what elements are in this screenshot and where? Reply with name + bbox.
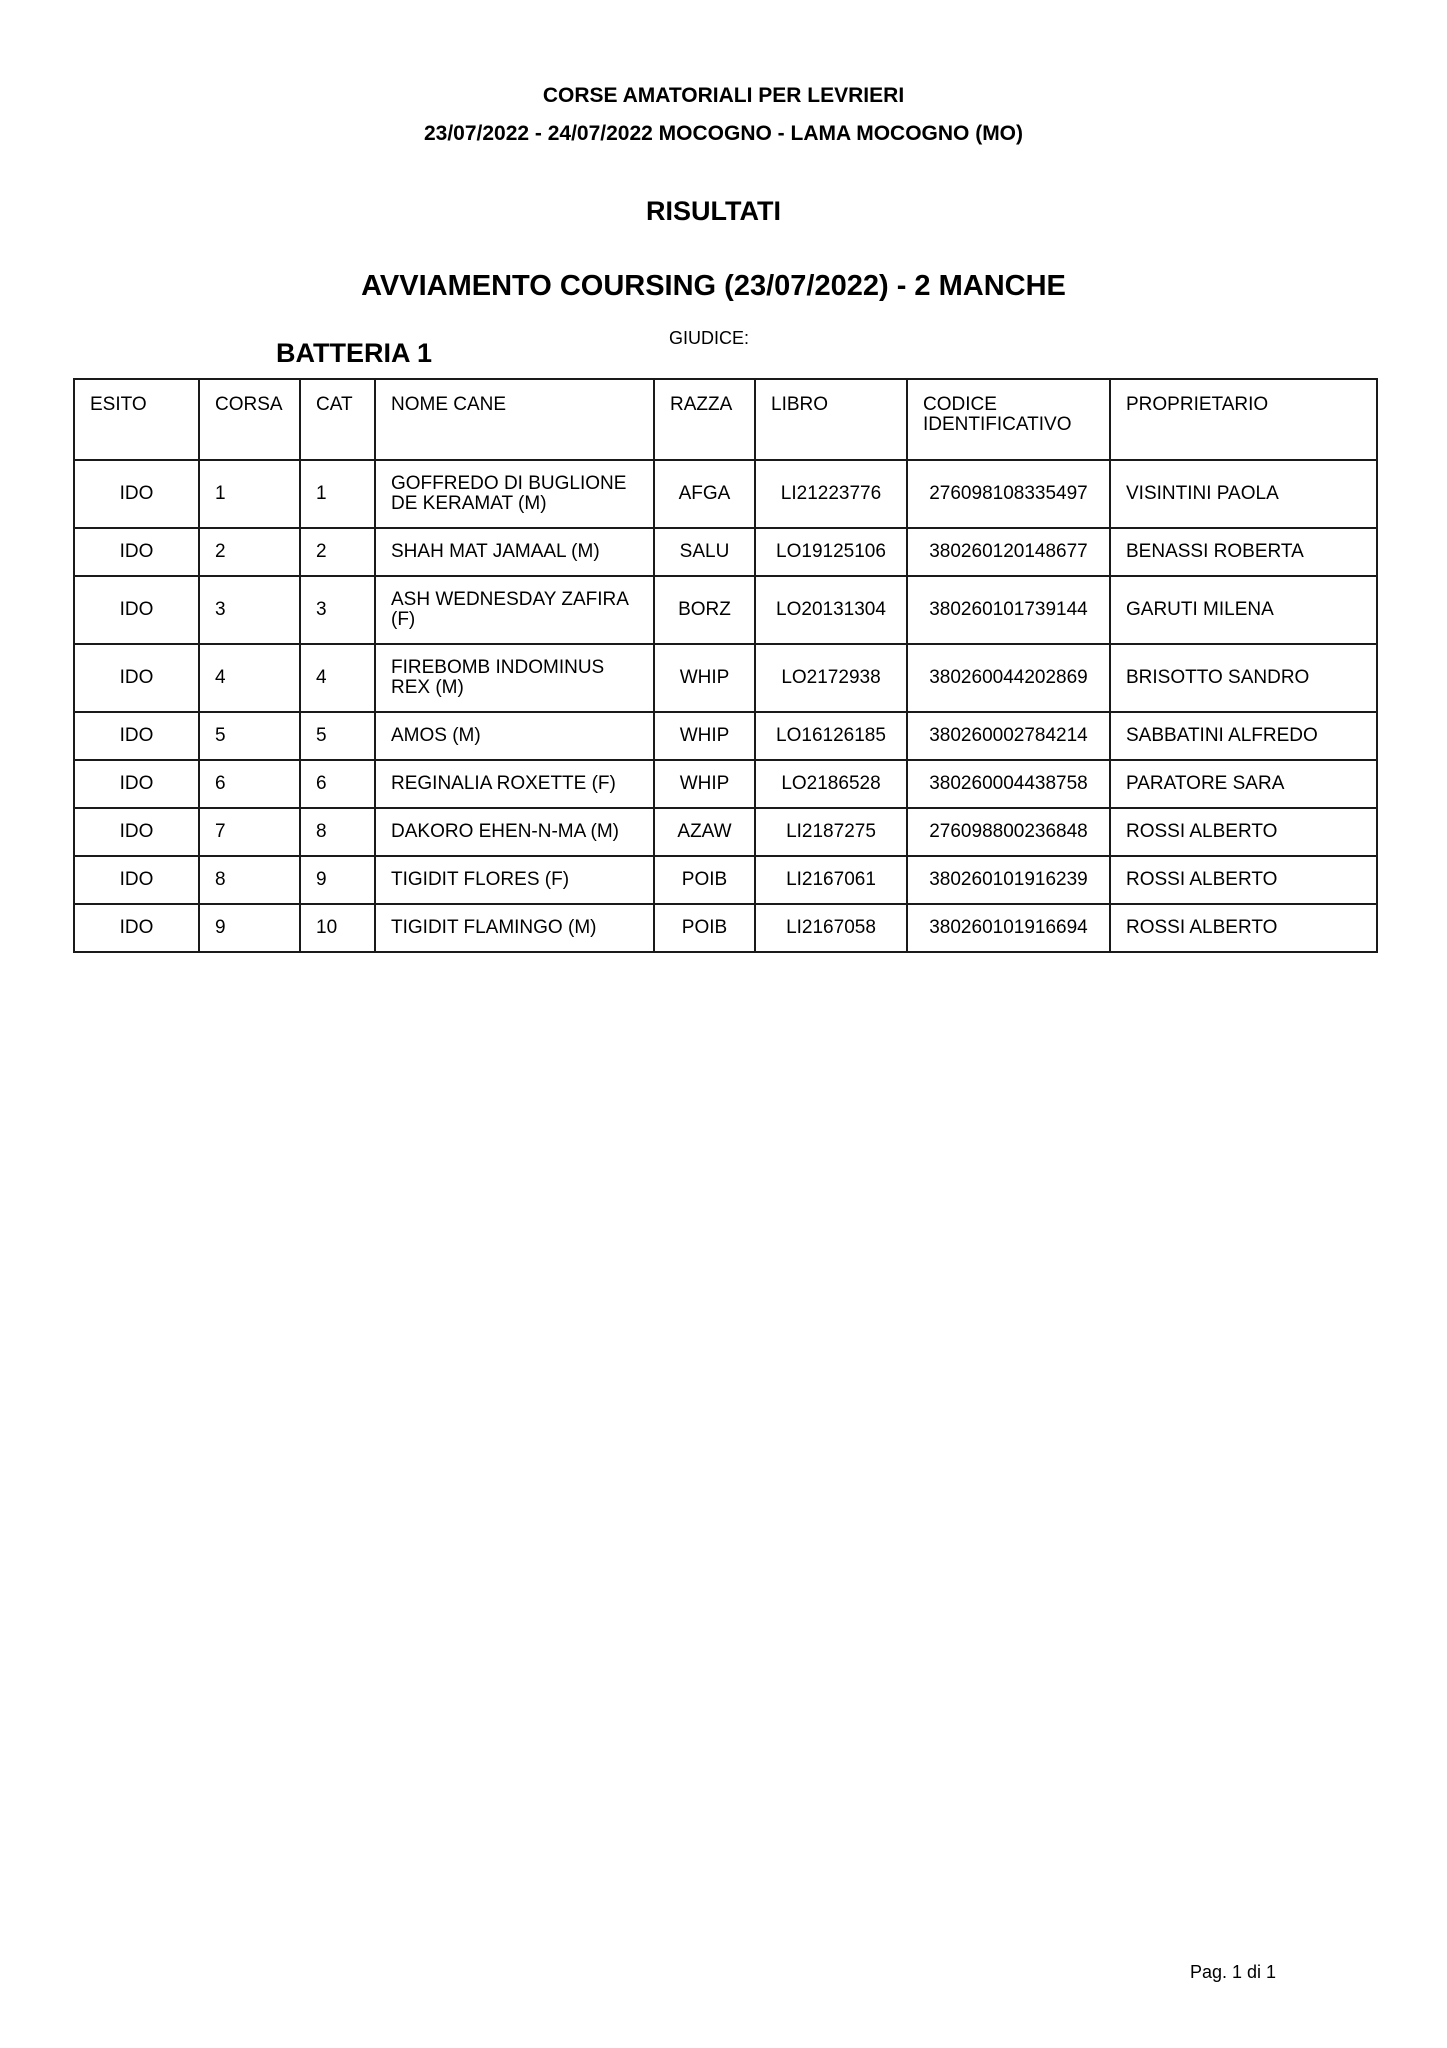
results-title: RISULTATI (646, 196, 781, 226)
table-row (74, 576, 1377, 644)
cell-proprietario: ROSSI ALBERTO (1110, 856, 1377, 904)
cell-esito: IDO (74, 904, 199, 952)
cell-cat: 5 (300, 712, 375, 760)
cell-codice: 380260002784214 (907, 712, 1110, 760)
column-header-esito: ESITO (74, 379, 199, 460)
cell-razza: POIB (654, 904, 755, 952)
cell-razza: POIB (654, 856, 755, 904)
column-header-razza: RAZZA (654, 379, 755, 460)
table-row (74, 528, 1377, 576)
judge-label: GIUDICE: (669, 328, 750, 348)
event-title: AVVIAMENTO COURSING (23/07/2022) - 2 MANCHE (361, 270, 1066, 302)
cell-nome-cane: AMOS (M) (375, 712, 654, 760)
cell-razza: BORZ (654, 576, 755, 644)
heat-label: BATTERIA 1 (276, 338, 433, 368)
column-header-libro: LIBRO (755, 379, 907, 460)
organization-title: CORSE AMATORIALI PER LEVRIERI (542, 84, 905, 107)
cell-esito: IDO (74, 760, 199, 808)
cell-proprietario: ROSSI ALBERTO (1110, 904, 1377, 952)
cell-esito: IDO (74, 712, 199, 760)
cell-nome-cane: TIGIDIT FLORES (F) (375, 856, 654, 904)
cell-corsa: 2 (199, 528, 300, 576)
cell-proprietario: GARUTI MILENA (1110, 576, 1377, 644)
results-table-body (74, 460, 1377, 952)
column-header-codice: CODICE IDENTIFICATIVO (907, 379, 1110, 460)
cell-esito: IDO (74, 808, 199, 856)
cell-cat: 6 (300, 760, 375, 808)
cell-codice: 380260101916694 (907, 904, 1110, 952)
cell-proprietario: ROSSI ALBERTO (1110, 808, 1377, 856)
cell-nome-cane: DAKORO EHEN-N-MA (M) (375, 808, 654, 856)
cell-codice: 380260004438758 (907, 760, 1110, 808)
cell-proprietario: PARATORE SARA (1110, 760, 1377, 808)
cell-libro: LI2187275 (755, 808, 907, 856)
cell-razza: SALU (654, 528, 755, 576)
cell-libro: LI21223776 (755, 460, 907, 528)
cell-cat: 9 (300, 856, 375, 904)
cell-libro: LO20131304 (755, 576, 907, 644)
table-row (74, 460, 1377, 528)
table-row (74, 712, 1377, 760)
cell-libro: LO19125106 (755, 528, 907, 576)
cell-corsa: 9 (199, 904, 300, 952)
column-header-proprietario: PROPRIETARIO (1110, 379, 1377, 460)
cell-corsa: 8 (199, 856, 300, 904)
cell-cat: 4 (300, 644, 375, 712)
table-header-row (74, 379, 1377, 460)
cell-proprietario: VISINTINI PAOLA (1110, 460, 1377, 528)
cell-nome-cane: SHAH MAT JAMAAL (M) (375, 528, 654, 576)
cell-libro: LI2167058 (755, 904, 907, 952)
column-header-corsa: CORSA (199, 379, 300, 460)
cell-cat: 10 (300, 904, 375, 952)
cell-cat: 3 (300, 576, 375, 644)
cell-corsa: 5 (199, 712, 300, 760)
cell-nome-cane: GOFFREDO DI BUGLIONE DE KERAMAT (M) (375, 460, 654, 528)
event-dates-location: 23/07/2022 - 24/07/2022 MOCOGNO - LAMA MOCOGNO (MO) (423, 122, 1024, 145)
cell-nome-cane: REGINALIA ROXETTE (F) (375, 760, 654, 808)
table-row (74, 904, 1377, 952)
page-number: Pag. 1 di 1 (1190, 1962, 1277, 1982)
cell-razza: WHIP (654, 712, 755, 760)
cell-cat: 8 (300, 808, 375, 856)
column-header-nome-cane: NOME CANE (375, 379, 654, 460)
cell-libro: LO2172938 (755, 644, 907, 712)
column-header-cat: CAT (300, 379, 375, 460)
cell-codice: 380260044202869 (907, 644, 1110, 712)
cell-cat: 2 (300, 528, 375, 576)
cell-codice: 276098108335497 (907, 460, 1110, 528)
cell-libro: LO2186528 (755, 760, 907, 808)
cell-proprietario: SABBATINI ALFREDO (1110, 712, 1377, 760)
cell-proprietario: BENASSI ROBERTA (1110, 528, 1377, 576)
results-table (73, 378, 1378, 953)
table-row (74, 856, 1377, 904)
cell-corsa: 1 (199, 460, 300, 528)
cell-razza: AZAW (654, 808, 755, 856)
cell-esito: IDO (74, 856, 199, 904)
cell-esito: IDO (74, 460, 199, 528)
cell-razza: WHIP (654, 760, 755, 808)
table-row (74, 760, 1377, 808)
cell-codice: 380260101916239 (907, 856, 1110, 904)
cell-proprietario: BRISOTTO SANDRO (1110, 644, 1377, 712)
cell-esito: IDO (74, 528, 199, 576)
cell-corsa: 4 (199, 644, 300, 712)
cell-cat: 1 (300, 460, 375, 528)
cell-codice: 380260101739144 (907, 576, 1110, 644)
cell-corsa: 7 (199, 808, 300, 856)
cell-corsa: 3 (199, 576, 300, 644)
table-row (74, 644, 1377, 712)
cell-libro: LI2167061 (755, 856, 907, 904)
cell-esito: IDO (74, 576, 199, 644)
cell-codice: 380260120148677 (907, 528, 1110, 576)
cell-nome-cane: FIREBOMB INDOMINUS REX (M) (375, 644, 654, 712)
cell-codice: 276098800236848 (907, 808, 1110, 856)
table-row (74, 808, 1377, 856)
cell-razza: AFGA (654, 460, 755, 528)
cell-razza: WHIP (654, 644, 755, 712)
cell-esito: IDO (74, 644, 199, 712)
cell-libro: LO16126185 (755, 712, 907, 760)
cell-nome-cane: TIGIDIT FLAMINGO (M) (375, 904, 654, 952)
cell-nome-cane: ASH WEDNESDAY ZAFIRA (F) (375, 576, 654, 644)
cell-corsa: 6 (199, 760, 300, 808)
